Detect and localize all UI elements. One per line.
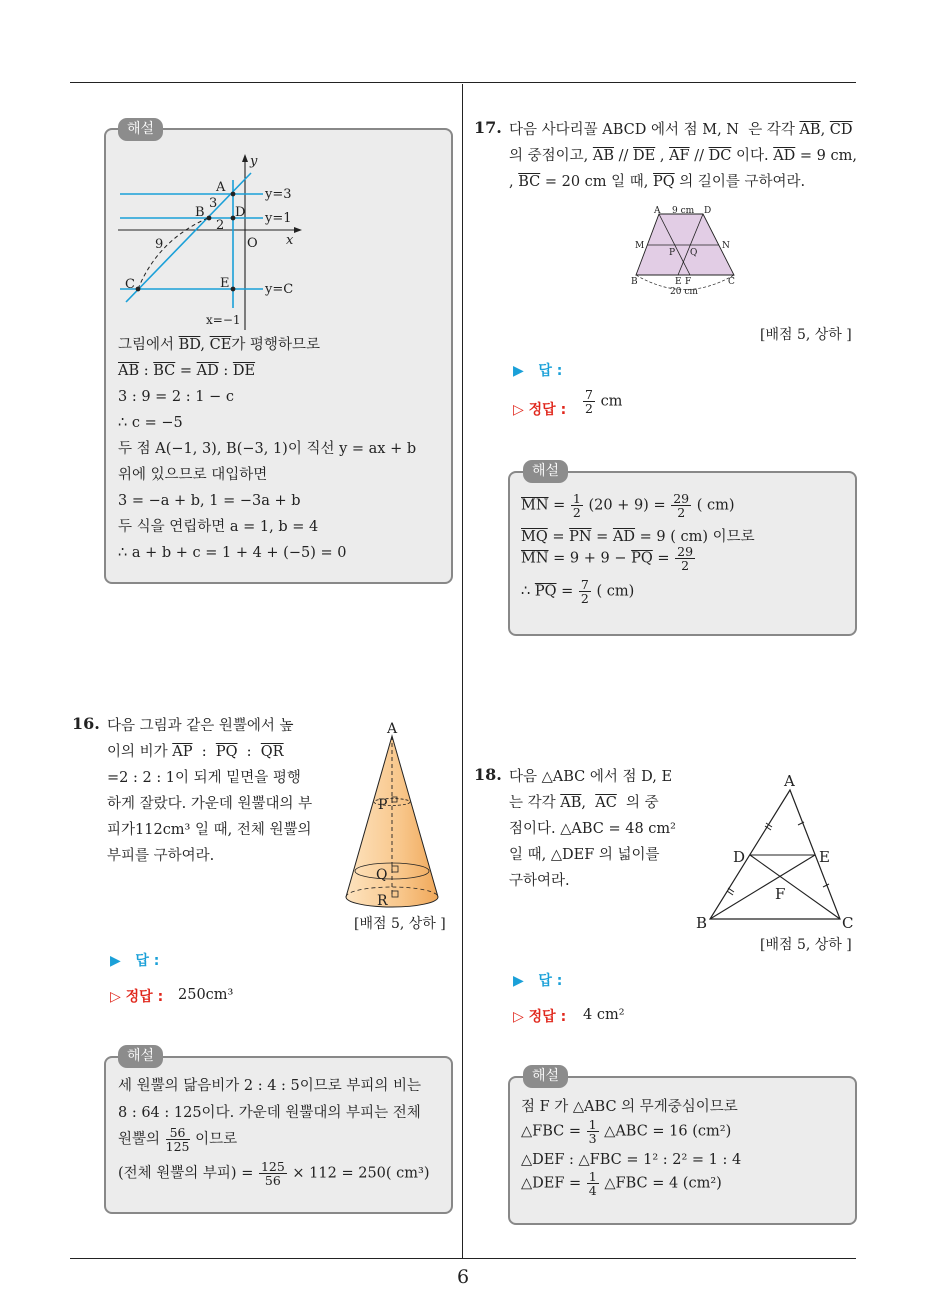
- question-number-18: 18.: [474, 765, 502, 784]
- explain-line: ∴ c = −5: [118, 415, 183, 431]
- question-16-text: 다음 그림과 같은 원뿔에서 높 이의 비가 $\overline{AP}$ : $\overline{PQ}$ : $\overline{QR}$ =2 : 2 : 1이 되게 밑면을 평행 하게 잘랐다. 가운데 원뿔대의 부 피가112cm³ 일 때, 전체 원뿔의 부피를 구하여라.: [107, 718, 313, 864]
- explain-line: △DEF = $\frac{1}{4}$ △FBC = 4 (cm²): [521, 1169, 722, 1198]
- explain-line: 3 : 9 = 2 : 1 − c: [118, 389, 234, 405]
- answer-value: 250cm³: [178, 987, 234, 1003]
- explain-line: 위에 있으므로 대입하면: [118, 467, 268, 483]
- explain-line: $\overline{MN}$ = $\frac{1}{2}$ (20 + 9) = $\frac{29}{2}$ ( cm): [521, 491, 735, 520]
- explain-line: 3 = −a + b, 1 = −3a + b: [118, 493, 301, 509]
- bottom-rule: [70, 1258, 856, 1259]
- trap-label: Q: [690, 248, 698, 258]
- explain-line: 8 : 64 : 125이다. 가운데 원뿔대의 부피는 전체: [118, 1105, 421, 1121]
- explain-tag: 해설: [118, 118, 163, 141]
- trap-label: B: [631, 277, 638, 287]
- trap-label: D: [704, 206, 712, 216]
- trap-label: P: [669, 248, 676, 258]
- page-number: 6: [456, 1266, 470, 1288]
- points-label: [배점 5, 상하 ]: [760, 937, 852, 953]
- explain-line: $\overline{MQ} = \overline{PN} = \overline{AD} = 9$ ( cm) 이므로: [521, 529, 755, 545]
- tri-label: C: [842, 914, 854, 932]
- correct-label: ▷ 정답 :: [110, 989, 164, 1005]
- cone-label-r: R: [377, 893, 388, 909]
- explain-line: 세 원뿔의 닮음비가 2 : 4 : 5이므로 부피의 비는: [118, 1078, 422, 1094]
- graph-label: O: [247, 236, 258, 251]
- graph-label: y=1: [265, 211, 292, 226]
- coordinate-graph: [108, 150, 338, 336]
- graph-label: y: [250, 154, 258, 169]
- explain-line: ∴ a + b + c = 1 + 4 + (−5) = 0: [118, 545, 347, 561]
- correct-label: ▷ 정답 :: [513, 402, 567, 418]
- graph-label: 3: [209, 196, 218, 211]
- explain-tag: 해설: [523, 1065, 568, 1088]
- trap-label: N: [722, 241, 730, 251]
- graph-label: E: [220, 276, 230, 291]
- answer-label: ▶ 답 :: [110, 953, 160, 969]
- explain-tag: 해설: [118, 1045, 163, 1068]
- answer-label: ▶ 답 :: [513, 973, 563, 989]
- question-number-16: 16.: [72, 714, 100, 733]
- explain-line: 점 F 가 △ABC 의 무게중심이므로: [521, 1099, 738, 1115]
- tri-label: F: [775, 885, 786, 903]
- graph-label: A: [216, 180, 226, 195]
- question-number-17: 17.: [474, 118, 502, 137]
- graph-label: 9: [155, 237, 164, 252]
- trap-label: 20 cm: [670, 287, 698, 297]
- graph-label: 2: [216, 218, 225, 233]
- trap-label: A: [654, 206, 661, 216]
- answer-label: ▶ 답 :: [513, 363, 563, 379]
- explain-tag: 해설: [523, 460, 568, 483]
- trap-label: C: [728, 277, 735, 287]
- graph-label: D: [235, 205, 246, 220]
- answer-value: 4 cm²: [583, 1007, 625, 1023]
- cone-label-a: A: [387, 721, 398, 737]
- trap-label: E: [675, 277, 682, 287]
- graph-label: y=C: [265, 282, 294, 297]
- points-label: [배점 5, 상하 ]: [760, 327, 852, 343]
- question-18-text: 다음 △ABC 에서 점 D, E 는 각각 $\overline{AB}$, $\overline{AC}$ 의 중 점이다. △ABC = 48 cm² 일 때, △DEF 의 넓이를 구하여라.: [509, 769, 676, 889]
- trap-label: M: [635, 241, 645, 251]
- trapezoid-figure: [626, 204, 742, 298]
- graph-label: x=−1: [206, 313, 241, 327]
- explain-line: $\overline{MN} = 9 + 9 - \overline{PQ}$ = $\frac{29}{2}$: [521, 544, 694, 573]
- top-rule: [70, 82, 856, 83]
- graph-label: B: [195, 205, 205, 220]
- triangle-figure: [690, 770, 860, 932]
- graph-label: y=3: [265, 187, 292, 202]
- points-label: [배점 5, 상하 ]: [354, 916, 446, 932]
- cone-label-p: P: [378, 797, 388, 813]
- explain-line: 두 점 A(−1, 3), B(−3, 1)이 직선 y = ax + b: [118, 441, 417, 457]
- column-divider: [462, 84, 463, 1258]
- graph-label: x: [286, 233, 294, 248]
- explain-line: 원뿔의 $\frac{56}{125}$ 이므로: [118, 1125, 238, 1154]
- correct-label: ▷ 정답 :: [513, 1009, 567, 1025]
- cone-label-q: Q: [376, 867, 388, 883]
- trap-label: F: [685, 277, 692, 287]
- explain-line: ∴ $\overline{PQ}$ = $\frac{7}{2}$ ( cm): [521, 577, 635, 606]
- tri-label: E: [819, 848, 830, 866]
- cone-figure: [336, 716, 460, 916]
- explain-line: (전체 원뿔의 부피) = $\frac{125}{56}$ × 112 = 250( cm³): [118, 1159, 430, 1188]
- explain-line: △DEF : △FBC = 1² : 2² = 1 : 4: [521, 1152, 742, 1168]
- tri-label: D: [733, 848, 746, 866]
- answer-value: $\frac{7}{2}$ cm: [585, 387, 623, 416]
- explain-line: $\overline{AB}$ : $\overline{BC} = \overline{AD}$ : $\overline{DE}$: [118, 363, 256, 379]
- tri-label: B: [696, 914, 708, 932]
- explain-line: 두 식을 연립하면 a = 1, b = 4: [118, 519, 319, 535]
- trap-label: 9 cm: [672, 206, 695, 216]
- question-17-text: 다음 사다리꼴 ABCD 에서 점 M, N 은 각각 $\overline{AB}$, $\overline{CD}$ 의 중점이고, $\overline{AB} // \overline{DE}$ , $\overline{AF} // \overline{DC}$ 이다. $\overline{AD} = 9$ cm, , $\overline{BC} = 20$ cm 일 때, $\overline{PQ}$ 의 길이를 구하여라.: [509, 122, 857, 190]
- explain-line: △FBC = $\frac{1}{3}$ △ABC = 16 (cm²): [521, 1117, 732, 1146]
- graph-label: C: [125, 277, 135, 292]
- explain-line: 그림에서 $\overline{BD}$, $\overline{CE}$가 평행하므로: [118, 337, 320, 353]
- tri-label: A: [784, 772, 795, 790]
